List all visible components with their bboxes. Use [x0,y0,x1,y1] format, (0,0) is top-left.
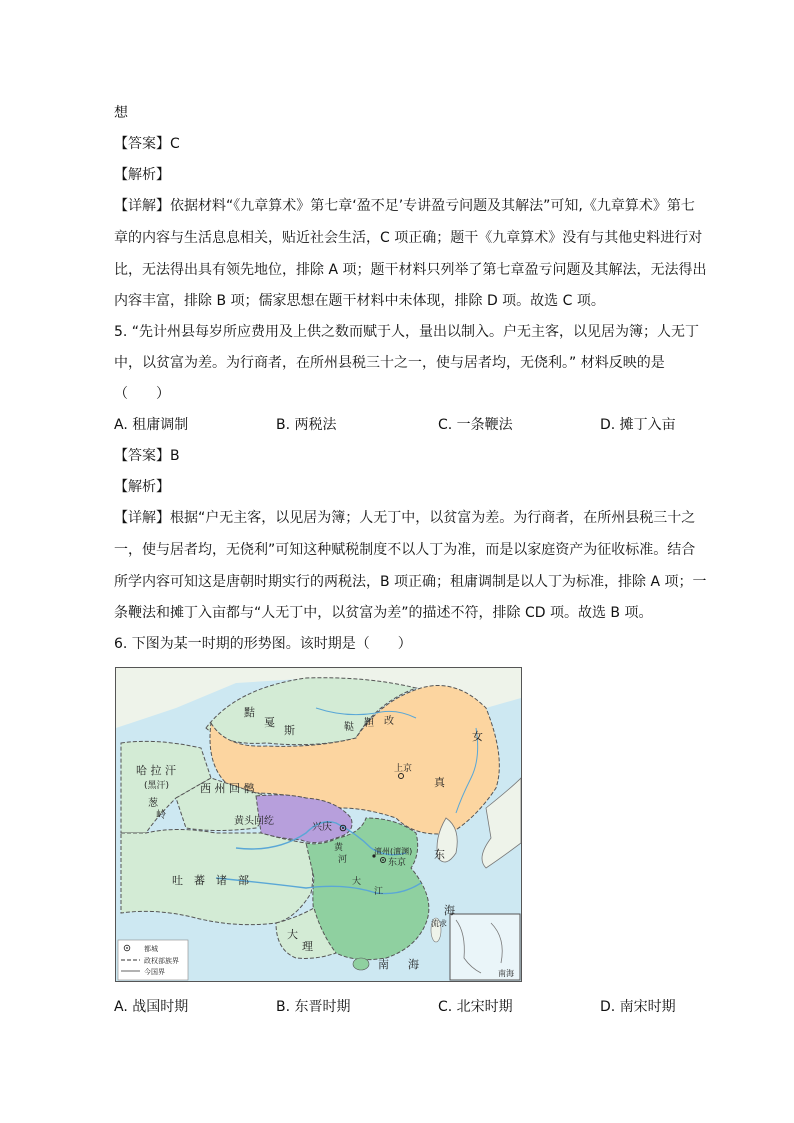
map-label: 东 [434,848,445,861]
historical-map [115,667,522,982]
map-label: 兴庆 [312,822,332,833]
map-label: 黄头回纥 [234,816,274,827]
question-5: 5. “先计州县每岁所应费用及上供之数而赋于人，量出以制入。户无主客，以见居为簿；人无丁 [114,324,700,340]
map-label: 澶州(澶渊) [374,847,413,856]
q6-option-d: D. 南宋时期 [600,999,676,1015]
map-label: 南 [378,958,389,971]
map-label: 黠 [244,706,255,719]
map-label: 斯 [284,724,295,737]
map-label: (黑汗) [144,781,170,791]
q6-option-b: B. 东晋时期 [276,999,351,1015]
map-legend [118,940,188,980]
map-label: 真 [434,776,445,789]
q5-option-b: B. 两税法 [276,417,337,433]
q5-option-d: D. 摊丁入亩 [600,417,676,433]
map-label: 江 [374,887,384,897]
map-label: 吐 蕃 诸 部 [172,874,249,887]
map-label: 岭 [156,810,166,821]
map-label: 哈 拉 汗 [136,764,176,777]
map-label: 西 州 回 鹘 [200,782,255,795]
map-label: 上京 [394,764,413,774]
capital-marker [342,827,344,829]
answer-blank: （ ） [114,386,170,402]
text-line: 条鞭法和摊丁入亩都与“人无丁中，以贫富为差”的描述不符，排除 CD 项。故选 B 项。 [114,605,653,621]
map-label: 改 [384,716,394,727]
question-6: 6. 下图为某一时期的形势图。该时期是（ ） [114,636,412,652]
capital-marker [382,859,384,861]
legend-capital: 都城 [144,945,158,953]
text-line: 章的内容与生活息息相关，贴近社会生活，C 项正确；题干《九章算术》没有与其他史料进行对 [114,230,703,246]
q5-option-a: A. 租庸调制 [114,417,189,433]
map-label: 东京 [388,858,407,868]
text-line: 中，以贫富为差。为行商者，在所州县税三十之一，使与居者均，无侥利。” 材料反映的是 [114,355,665,371]
text-line: 【详解】根据“户无主客，以见居为簿；人无丁中，以贫富为差。为行商者，在所州县税三十之 [114,510,696,526]
text-line: 一，使与居者均，无侥利”可知这种赋税制度不以人丁为准，而是以家庭资产为征收标准。结合 [114,542,696,558]
text-line: 内容丰富，排除 B 项；儒家思想在题干材料中未体现，排除 D 项。故选 C 项。 [114,293,605,309]
map-label: 靼 [364,718,374,729]
map-label: 女 [472,730,483,743]
q6-option-c: C. 北宋时期 [438,999,513,1015]
answer-q5: 【答案】B [114,448,180,464]
map-label: 流求 [431,919,447,928]
map-label: 戛 [264,716,275,729]
answer-q4: 【答案】C [114,136,180,152]
analysis-heading: 【解析】 [114,479,170,495]
map-label: 葱 [148,798,158,809]
text-line: 【详解】依据材料“《九章算术》第七章‘盈不足’专讲盈亏问题及其解法”可知,《九章算术》第七 [114,198,695,214]
q5-option-c: C. 一条鞭法 [438,417,513,433]
map-label: 鞑 [344,722,354,733]
inset-label: 南海 [498,969,514,978]
map-label: 理 [302,940,313,953]
map-label: 黄 [334,843,344,853]
q6-option-a: A. 战国时期 [114,999,189,1015]
text-line: 比，无法得出具有领先地位，排除 A 项；题干材料只列举了第七章盈亏问题及其解法，无法得出 [114,262,707,278]
map-label: 大 [287,928,298,941]
hainan-island [353,958,369,970]
map-label: 大 [352,877,362,887]
text-line: 所学内容可知这是唐朝时期实行的两税法，B 项正确；租庸调制是以人丁为标准，排除 A 项；一 [114,574,707,590]
map-label: 河 [338,855,348,865]
legend-boundary: 政权部族界 [144,957,179,965]
analysis-heading: 【解析】 [114,167,170,183]
text-line: 想 [114,105,128,121]
map-label: 海 [408,958,419,971]
legend-modern: 今国界 [144,968,165,976]
map-label: 海 [444,904,455,917]
